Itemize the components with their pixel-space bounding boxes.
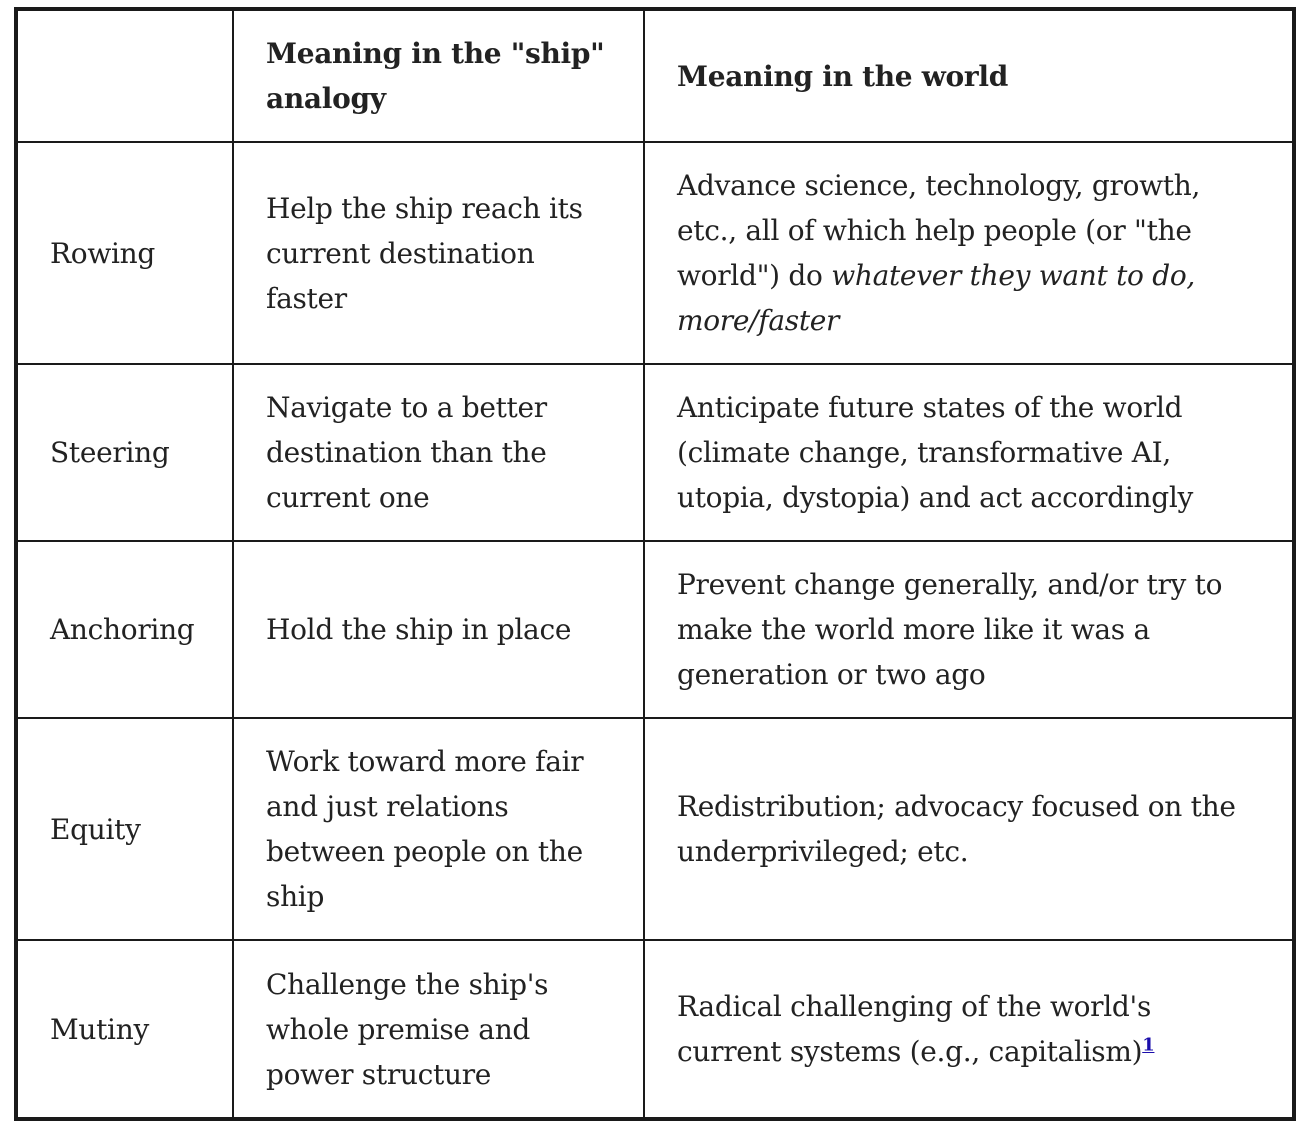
ship-meaning: Navigate to a better destination than the current one (233, 364, 644, 541)
table-row (16, 940, 1294, 1119)
world-meaning: Prevent change generally, and/or try to make the world more like it was a generation or two ago (644, 541, 1294, 718)
ship-meaning: Hold the ship in place (233, 541, 644, 718)
ship-meaning: Help the ship reach its current destination faster (233, 142, 644, 364)
comparison-table (14, 7, 1296, 1121)
header-world: Meaning in the world (644, 9, 1294, 142)
table-row (16, 718, 1294, 940)
row-label: Mutiny (16, 940, 233, 1119)
world-meaning-text: Advance science, technology, growth, etc., all of which help people (or "the world") do (677, 169, 1201, 292)
row-label: Equity (16, 718, 233, 940)
world-meaning-text: Radical challenging of the world's current systems (e.g., capitalism) (677, 990, 1152, 1068)
world-meaning: Redistribution; advocacy focused on the underprivileged; etc. (644, 718, 1294, 940)
ship-meaning: Work toward more fair and just relations between people on the ship (233, 718, 644, 940)
world-meaning: Anticipate future states of the world (climate change, transformative AI, utopia, dystopia) and act accordingly (644, 364, 1294, 541)
header-empty-cell (16, 9, 233, 142)
table-row (16, 142, 1294, 364)
header-row (16, 9, 1294, 142)
table-row (16, 541, 1294, 718)
table-row (16, 364, 1294, 541)
row-label: Steering (16, 364, 233, 541)
world-meaning-italic: whatever they want to do, more/faster (677, 259, 1195, 337)
world-meaning (644, 142, 1294, 364)
footnote-link[interactable]: 1 (1142, 1034, 1155, 1056)
header-ship-analogy: Meaning in the "ship" analogy (233, 9, 644, 142)
ship-meaning: Challenge the ship's whole premise and power structure (233, 940, 644, 1119)
row-label: Rowing (16, 142, 233, 364)
row-label: Anchoring (16, 541, 233, 718)
world-meaning (644, 940, 1294, 1119)
